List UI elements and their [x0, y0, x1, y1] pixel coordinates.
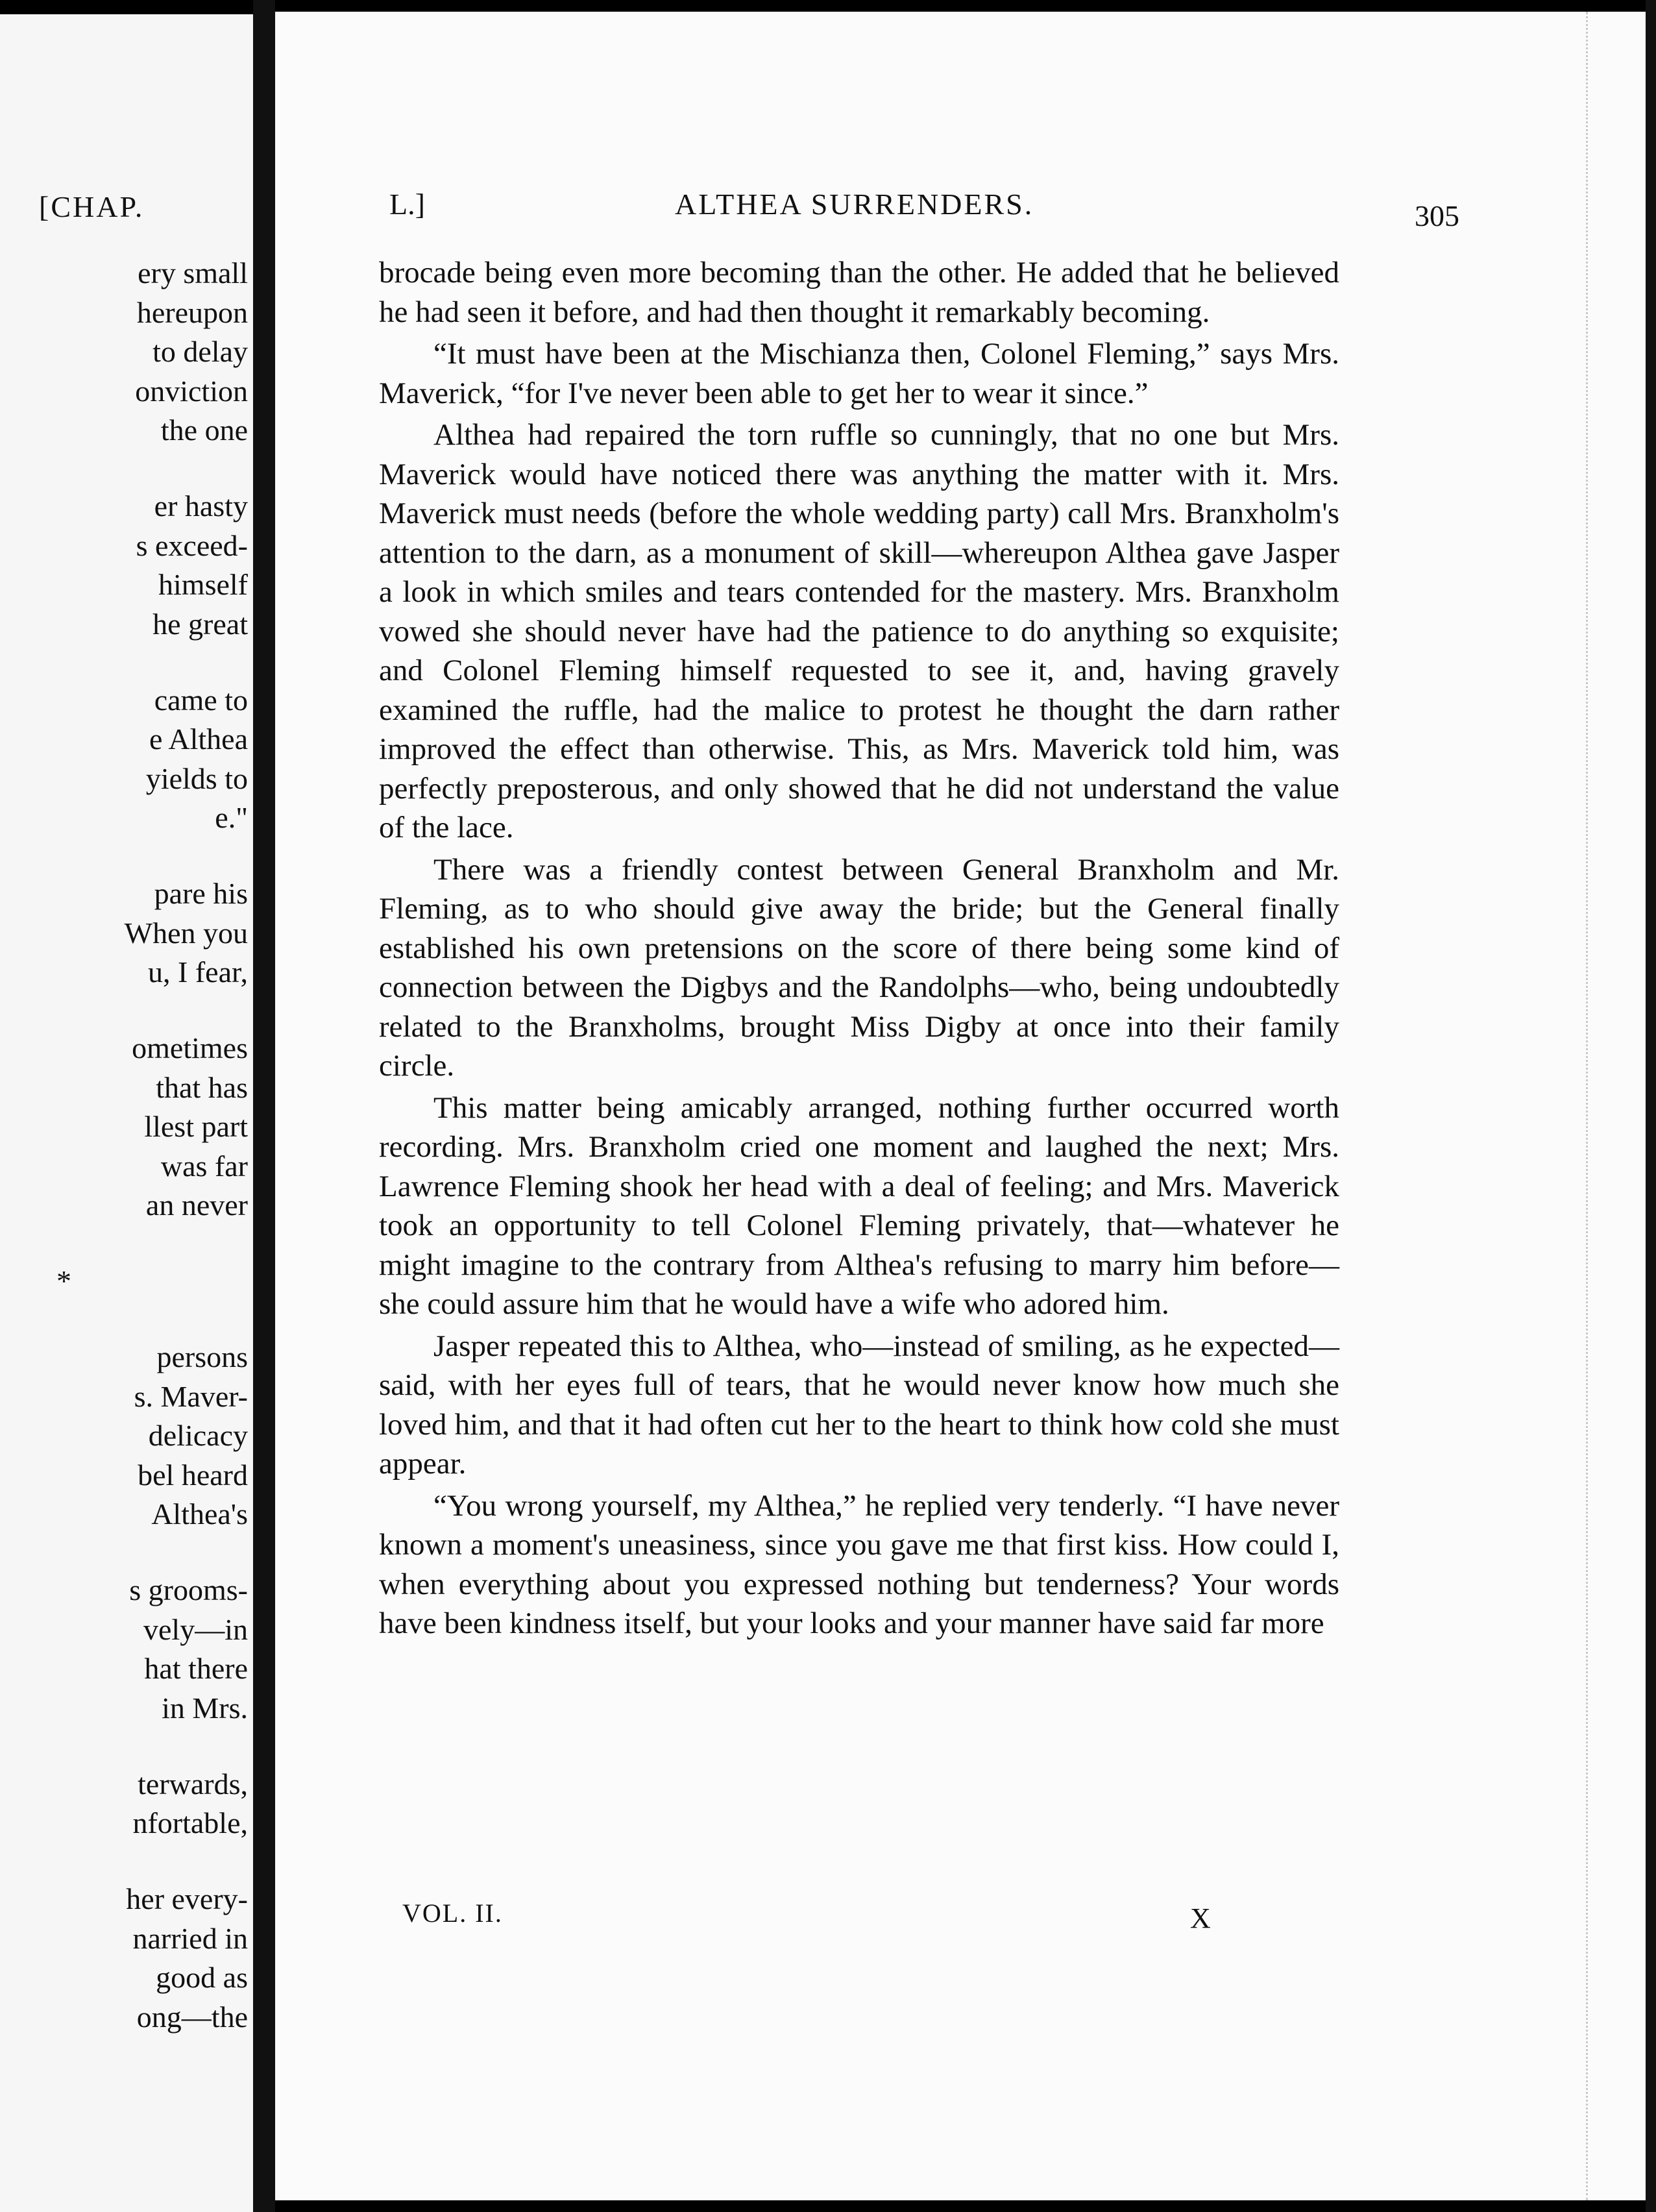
left-page-line: Althea's [151, 1497, 248, 1530]
left-page-line: er hasty [154, 489, 248, 522]
scan-border-right [1646, 0, 1656, 2212]
left-page-line: himself [158, 568, 248, 601]
left-page-line: ometimes [132, 1031, 248, 1064]
book-gutter [253, 0, 275, 2212]
paragraph: Althea had repaired the torn ruffle so cunningly, that no one but Mrs. Maverick would have noticed there was anything the matter with it. Mrs. Maverick must needs (before the whole wedding party) call Mrs. Branxholm's attention to the darn, as a monument of skill—whereupon Althea gave Jasper a look in which smiles and tears contended for the mastery. Mrs. Branxholm vowed she should never have had the patience to do anything so exquisite; and Colonel Fleming himself requested to see it, and, having gravely examined the ruffle, had the malice to protest he thought the darn rather improved the effect than otherwise. This, as Mrs. Maverick told him, was perfectly preposterous, and only showed that he did not understand the value of the lace. [379, 418, 1339, 844]
left-page-line: was far [160, 1149, 248, 1183]
paragraph: This matter being amicably arranged, nothing further occurred worth recording. Mrs. Branxholm cried one moment and laughed the next; Mrs. Lawrence Fleming shook her head with a deal of feeling; and Mrs. Maverick took an opportunity to tell Colonel Fleming privately, that—whatever he might imagine to the contrary from Althea's refusing to marry him before—she could assure him that he would have a wife who adored him. [379, 1090, 1339, 1321]
left-page-line: ong—the [136, 2000, 248, 2034]
left-page-line: When you [124, 916, 248, 950]
left-page-line: hat there [144, 1652, 248, 1685]
left-page-line: persons [156, 1340, 248, 1373]
left-page-line: in Mrs. [162, 1691, 248, 1725]
left-page-line: u, I fear, [148, 955, 248, 989]
left-page-line: s. Maver- [134, 1379, 248, 1413]
left-page [0, 14, 256, 2212]
left-page-line: good as [156, 1961, 248, 1994]
signature-mark: X [1190, 1902, 1211, 1934]
body-text [379, 253, 1339, 1646]
left-page-line: onviction [135, 374, 248, 408]
page-footer [402, 1898, 1311, 1937]
paragraph: brocade being even more becoming than the other. He added that he believed he had seen it before, and had then thought it remarkably becoming. [379, 256, 1339, 329]
left-page-line: e." [215, 801, 248, 834]
right-page [275, 12, 1646, 2200]
left-page-line: narried in [132, 1921, 248, 1955]
left-page-line: delicacy [148, 1419, 248, 1452]
paragraph: “It must have been at the Mischianza then, Colonel Fleming,” says Mrs. Maverick, “for I've never been able to get her to wear it since.” [379, 337, 1339, 410]
volume-label: VOL. II. [402, 1899, 503, 1928]
left-page-line: pare his [154, 877, 248, 910]
left-page-line: e Althea [149, 722, 248, 756]
left-page-line: he great [152, 607, 248, 641]
paragraph: Jasper repeated this to Althea, who—instead of smiling, as he expected—said, with her eyes full of tears, that he would never know how much she loved him, and that it had often cut her to the heart to think how cold she must appear. [379, 1329, 1339, 1481]
page-edge [1586, 12, 1627, 2200]
left-page-line: bel heard [138, 1458, 248, 1492]
left-page-line: an never [145, 1188, 248, 1222]
left-page-line: yields to [145, 761, 248, 795]
left-page-line: s grooms- [129, 1573, 248, 1606]
left-page-line: s exceed- [136, 528, 248, 562]
left-page-line: ery small [138, 256, 248, 289]
running-title: ALTHEA SURRENDERS. [675, 188, 1034, 221]
left-page-line: vely—in [143, 1612, 248, 1646]
paragraph: “You wrong yourself, my Althea,” he replied very tenderly. “I have never known a moment's uneasiness, since you gave me that first kiss. How could I, when everything about you expressed nothing but tenderness? Your words have been kindness itself, but your looks and your manner have said far more [379, 1488, 1339, 1640]
left-page-line: * [56, 1264, 71, 1297]
paragraph: There was a friendly contest between General Branxholm and Mr. Fleming, as to who should give away the bride; but the General finally established his own pretensions on the score of there being some kind of connection between the Digbys and the Randolphs—who, being undoubtedly related to the Branxholms, brought Miss Digby at once into their family circle. [379, 852, 1339, 1083]
left-page-line: came to [154, 683, 248, 717]
left-page-line: hereupon [136, 295, 248, 329]
left-page-line: her every- [126, 1882, 248, 1915]
left-page-line: terwards, [138, 1767, 248, 1800]
left-page-line: that has [156, 1070, 248, 1104]
left-page-line: to delay [152, 335, 248, 368]
left-page-line: llest part [144, 1110, 248, 1143]
left-page-line: the one [160, 413, 248, 447]
left-running-header: [CHAP. [39, 190, 145, 223]
page-number: 305 [1415, 199, 1459, 232]
left-page-line: nfortable, [132, 1806, 248, 1839]
chapter-mark: L.] [389, 188, 425, 221]
running-header [389, 187, 1622, 232]
